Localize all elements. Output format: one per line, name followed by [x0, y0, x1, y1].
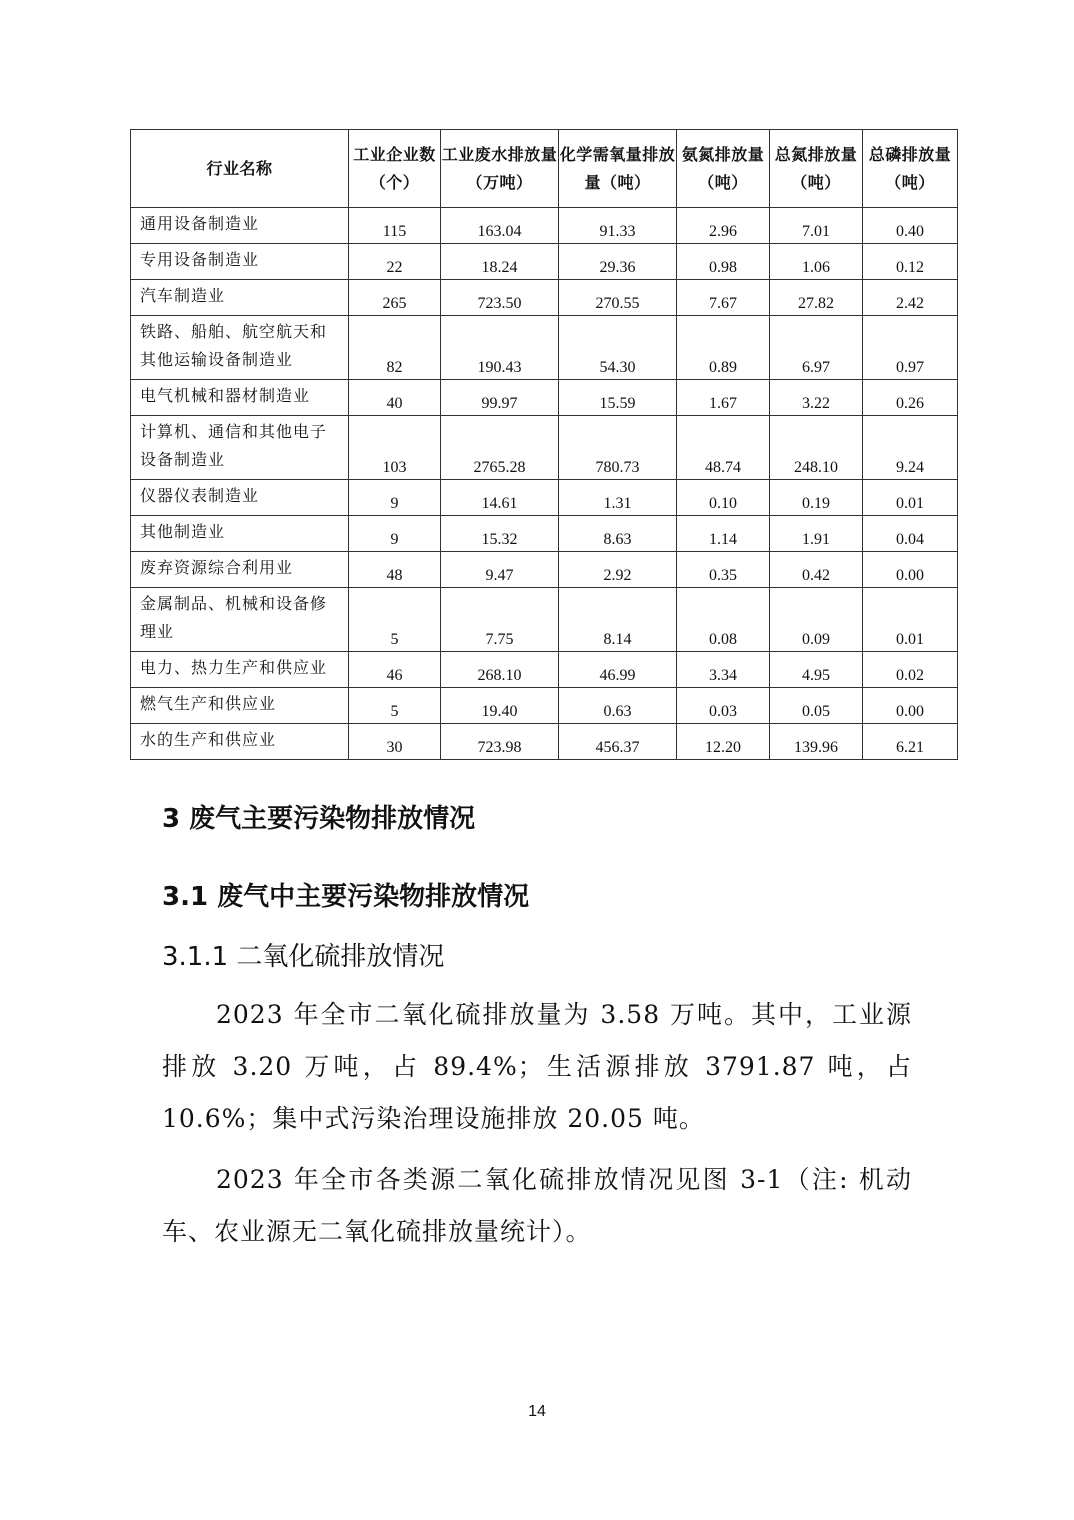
value-cell: 0.01: [863, 480, 958, 516]
table-row: [131, 316, 958, 380]
value-cell: 163.04: [441, 208, 559, 244]
header-total-nitrogen: 总氮排放量（吨）: [770, 130, 863, 208]
value-cell: 0.00: [863, 552, 958, 588]
value-cell: 6.97: [770, 316, 863, 380]
table-row: [131, 588, 958, 652]
industry-name-cell: 电气机械和器材制造业: [131, 380, 349, 416]
value-cell: 0.04: [863, 516, 958, 552]
industry-name-cell: 水的生产和供应业: [131, 724, 349, 760]
value-cell: 270.55: [559, 280, 677, 316]
value-cell: 18.24: [441, 244, 559, 280]
value-cell: 6.21: [863, 724, 958, 760]
industry-emissions-table: [130, 129, 958, 760]
table-row: [131, 516, 958, 552]
header-ammonia-nitrogen: 氨氮排放量（吨）: [677, 130, 770, 208]
value-cell: 723.50: [441, 280, 559, 316]
value-cell: 0.42: [770, 552, 863, 588]
subsubsection-heading: 3.1.1 二氧化硫排放情况: [162, 942, 445, 972]
table-row: [131, 480, 958, 516]
table-row: [131, 244, 958, 280]
value-cell: 0.35: [677, 552, 770, 588]
value-cell: 723.98: [441, 724, 559, 760]
subsection-heading: 3.1 废气中主要污染物排放情况: [162, 882, 530, 912]
value-cell: 9: [349, 480, 441, 516]
value-cell: 2765.28: [441, 416, 559, 480]
value-cell: 0.12: [863, 244, 958, 280]
industry-name-cell: 其他制造业: [131, 516, 349, 552]
value-cell: 3.22: [770, 380, 863, 416]
industry-name-cell: 通用设备制造业: [131, 208, 349, 244]
value-cell: 2.96: [677, 208, 770, 244]
value-cell: 22: [349, 244, 441, 280]
value-cell: 19.40: [441, 688, 559, 724]
table-header-row: [131, 130, 958, 208]
industry-name-cell: 仪器仪表制造业: [131, 480, 349, 516]
value-cell: 30: [349, 724, 441, 760]
value-cell: 0.97: [863, 316, 958, 380]
value-cell: 8.63: [559, 516, 677, 552]
value-cell: 82: [349, 316, 441, 380]
value-cell: 115: [349, 208, 441, 244]
value-cell: 48.74: [677, 416, 770, 480]
industry-name-cell: 专用设备制造业: [131, 244, 349, 280]
industry-name-cell: 金属制品、机械和设备修理业: [131, 588, 349, 652]
value-cell: 0.26: [863, 380, 958, 416]
value-cell: 15.32: [441, 516, 559, 552]
value-cell: 1.67: [677, 380, 770, 416]
value-cell: 29.36: [559, 244, 677, 280]
value-cell: 7.01: [770, 208, 863, 244]
header-wastewater: 工业废水排放量（万吨）: [441, 130, 559, 208]
value-cell: 0.02: [863, 652, 958, 688]
value-cell: 27.82: [770, 280, 863, 316]
page-number: 14: [528, 1403, 546, 1420]
value-cell: 1.14: [677, 516, 770, 552]
value-cell: 99.97: [441, 380, 559, 416]
paragraph-figure-reference: 2023 年全市各类源二氧化硫排放情况见图 3-1（注: 机动车、农业源无二氧化硫排放量统计）。: [162, 1165, 912, 1246]
value-cell: 139.96: [770, 724, 863, 760]
value-cell: 12.20: [677, 724, 770, 760]
value-cell: 0.00: [863, 688, 958, 724]
value-cell: 15.59: [559, 380, 677, 416]
industry-name-cell: 铁路、船舶、航空航天和其他运输设备制造业: [131, 316, 349, 380]
value-cell: 5: [349, 588, 441, 652]
value-cell: 14.61: [441, 480, 559, 516]
value-cell: 780.73: [559, 416, 677, 480]
value-cell: 0.89: [677, 316, 770, 380]
value-cell: 0.03: [677, 688, 770, 724]
table-row: [131, 280, 958, 316]
value-cell: 0.09: [770, 588, 863, 652]
value-cell: 0.40: [863, 208, 958, 244]
header-enterprise-count: 工业企业数（个）: [349, 130, 441, 208]
value-cell: 190.43: [441, 316, 559, 380]
value-cell: 456.37: [559, 724, 677, 760]
paragraph-so2-summary: 2023 年全市二氧化硫排放量为 3.58 万吨。其中，工业源排放 3.20 万吨，占 89.4%；生活源排放 3791.87 吨，占 10.6%；集中式污染治理设施排放 20.05 吨。: [162, 1000, 912, 1133]
industry-name-cell: 燃气生产和供应业: [131, 688, 349, 724]
value-cell: 0.08: [677, 588, 770, 652]
value-cell: 103: [349, 416, 441, 480]
value-cell: 9.24: [863, 416, 958, 480]
table-row: [131, 652, 958, 688]
value-cell: 248.10: [770, 416, 863, 480]
industry-name-cell: 计算机、通信和其他电子设备制造业: [131, 416, 349, 480]
value-cell: 0.10: [677, 480, 770, 516]
value-cell: 1.06: [770, 244, 863, 280]
section-heading: 3 废气主要污染物排放情况: [162, 804, 476, 834]
value-cell: 54.30: [559, 316, 677, 380]
table-row: [131, 416, 958, 480]
value-cell: 2.42: [863, 280, 958, 316]
value-cell: 0.05: [770, 688, 863, 724]
value-cell: 7.75: [441, 588, 559, 652]
value-cell: 48: [349, 552, 441, 588]
value-cell: 3.34: [677, 652, 770, 688]
industry-name-cell: 汽车制造业: [131, 280, 349, 316]
table-row: [131, 208, 958, 244]
table-row: [131, 552, 958, 588]
value-cell: 9: [349, 516, 441, 552]
value-cell: 9.47: [441, 552, 559, 588]
value-cell: 4.95: [770, 652, 863, 688]
value-cell: 7.67: [677, 280, 770, 316]
header-total-phosphorus: 总磷排放量（吨）: [863, 130, 958, 208]
value-cell: 265: [349, 280, 441, 316]
value-cell: 46.99: [559, 652, 677, 688]
value-cell: 46: [349, 652, 441, 688]
industry-name-cell: 电力、热力生产和供应业: [131, 652, 349, 688]
value-cell: 8.14: [559, 588, 677, 652]
value-cell: 40: [349, 380, 441, 416]
value-cell: 1.91: [770, 516, 863, 552]
value-cell: 0.01: [863, 588, 958, 652]
value-cell: 5: [349, 688, 441, 724]
value-cell: 1.31: [559, 480, 677, 516]
value-cell: 0.98: [677, 244, 770, 280]
table-row: [131, 724, 958, 760]
header-industry-name: 行业名称: [131, 130, 349, 208]
value-cell: 2.92: [559, 552, 677, 588]
table-row: [131, 380, 958, 416]
value-cell: 0.63: [559, 688, 677, 724]
value-cell: 0.19: [770, 480, 863, 516]
value-cell: 91.33: [559, 208, 677, 244]
table-row: [131, 688, 958, 724]
value-cell: 268.10: [441, 652, 559, 688]
header-cod: 化学需氧量排放量（吨）: [559, 130, 677, 208]
industry-name-cell: 废弃资源综合利用业: [131, 552, 349, 588]
